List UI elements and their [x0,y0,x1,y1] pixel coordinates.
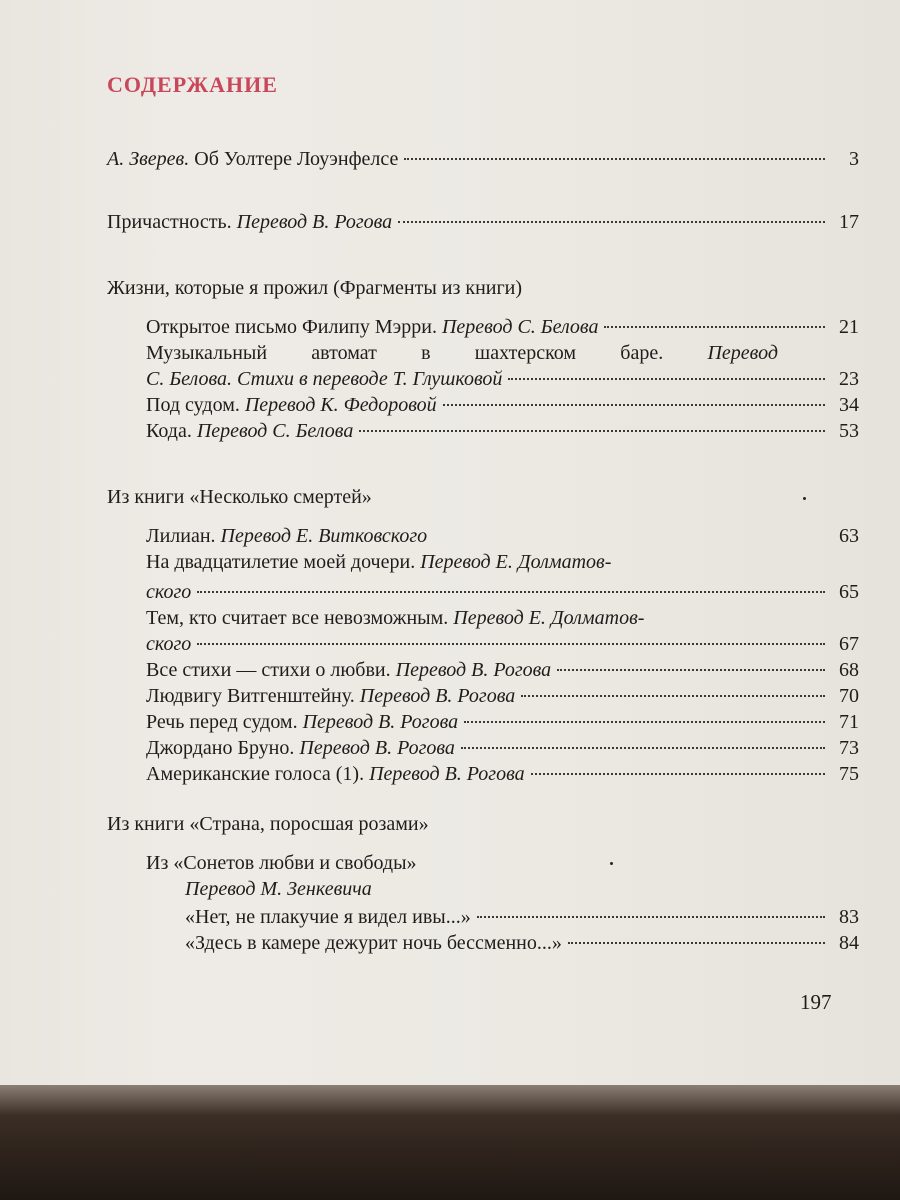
dot-leader [508,378,825,380]
toc-translator: Перевод С. Белова [191,420,354,442]
toc-title: Американские голоса (1). [146,763,365,785]
toc-title: Людвигу Витгенштейну. [146,685,355,707]
toc-entry-tem [146,631,859,657]
dot-leader [531,773,825,775]
toc-translator: Перевод С. Белова [436,316,599,338]
toc-title: Речь перед судом. [146,711,298,733]
toc-translator: Перевод М. Зенкевича [185,878,372,900]
toc-author: А. Зверев. [107,148,190,170]
toc-title: Лилиан. [146,525,216,547]
toc-entry-avtomat [146,366,859,392]
page-number: 197 [800,990,832,1014]
toc-section-zhizni: Жизни, которые я прожил (Фрагменты из книги) [107,277,523,299]
dot-leader [398,221,825,223]
ink-speck [803,497,806,500]
toc-entry-bruno [146,735,859,761]
toc-page-number: 68 [839,659,859,681]
toc-entry-lilian [146,523,859,549]
table-surface [0,1115,900,1200]
toc-section-strana: Из книги «Страна, поросшая розами» [107,813,429,835]
dot-leader [404,158,825,160]
toc-entry-koda [146,418,859,444]
toc-entry-pismo [146,314,859,340]
toc-title: «Здесь в камере дежурит ночь бессменно...» [185,932,562,954]
toc-page-number: 63 [839,525,859,547]
toc-entry-podsudom [146,392,859,418]
toc-title: Все стихи — стихи о любви. [146,659,391,681]
toc-entry-vsestikhi [146,657,859,683]
toc-page-number: 3 [849,148,859,170]
toc-translator: ского [146,581,192,603]
toc-translator: Перевод В. Рогова [390,659,552,681]
toc-page-number: 65 [839,581,859,603]
toc-title: Под судом. [146,394,240,416]
dot-leader [443,404,825,406]
toc-translator: Перевод Е. Витковского [215,525,428,547]
dot-leader [197,643,825,645]
toc-entry-dvadtsat-line1: На двадцатилетие моей дочери. Перевод Е. Долматов- [146,551,612,573]
dot-leader [477,916,825,918]
toc-page-number: 83 [839,906,859,928]
toc-entry-avtomat-line1: Музыкальный автомат в шахтерском баре. Перевод [146,342,778,364]
toc-entry-tem-line1: Тем, кто считает все невозможным. Перевод Е. Долматов- [146,607,645,629]
toc-translator: Перевод К. Федоровой [239,394,437,416]
toc-entry-dvadtsat [146,579,859,605]
toc-entry-golosa [146,761,859,787]
toc-translator: Перевод В. Рогова [297,711,459,733]
toc-page-number: 23 [839,368,859,390]
toc-page-number: 70 [839,685,859,707]
toc-title: Об Уолтере Лоуэнфелсе [189,148,399,170]
toc-title: Кода. [146,420,192,442]
dot-leader [464,721,825,723]
toc-entry-ivy [185,904,859,930]
toc-entry-kamera [185,930,859,956]
toc-page-number: 71 [839,711,859,733]
toc-page-number: 53 [839,420,859,442]
toc-entry-prichastnost [107,209,859,235]
toc-page-number: 17 [839,211,859,233]
toc-translator: Перевод В. Рогова [354,685,516,707]
toc-entry-vitgenshtein [146,683,859,709]
toc-translator: Перевод В. Рогова [231,211,393,233]
toc-translator: ского [146,633,192,655]
dot-leader [197,591,825,593]
dot-leader [604,326,825,328]
toc-entry-zverev [107,146,859,172]
ink-speck [610,862,613,865]
toc-translator: Перевод В. Рогова [294,737,455,759]
toc-translator: С. Белова. Стихи в переводе Т. Глушковой [146,368,503,390]
toc-subsection-sonetov: Из «Сонетов любви и свободы» [146,852,417,874]
toc-title: Открытое письмо Филипу Мэрри. [146,316,437,338]
dot-leader [568,942,825,944]
toc-page-number: 84 [839,932,859,954]
toc-title: Джордано Бруно. [146,737,295,759]
toc-translator: Перевод В. Рогова [364,763,525,785]
toc-section-smertei: Из книги «Несколько смертей» [107,486,372,508]
toc-page-number: 34 [839,394,859,416]
toc-page-number: 75 [839,763,859,785]
toc-page-number: 67 [839,633,859,655]
dot-leader [359,430,825,432]
dot-leader [521,695,825,697]
dot-leader [461,747,825,749]
page-title: СОДЕРЖАНИЕ [107,72,278,97]
toc-page-number: 73 [839,737,859,759]
toc-page-number: 21 [839,316,859,338]
page-edge-shadow [0,1085,900,1115]
toc-entry-rech [146,709,859,735]
toc-title: Причастность. [107,211,232,233]
dot-leader [557,669,825,671]
toc-title: «Нет, не плакучие я видел ивы...» [185,906,471,928]
